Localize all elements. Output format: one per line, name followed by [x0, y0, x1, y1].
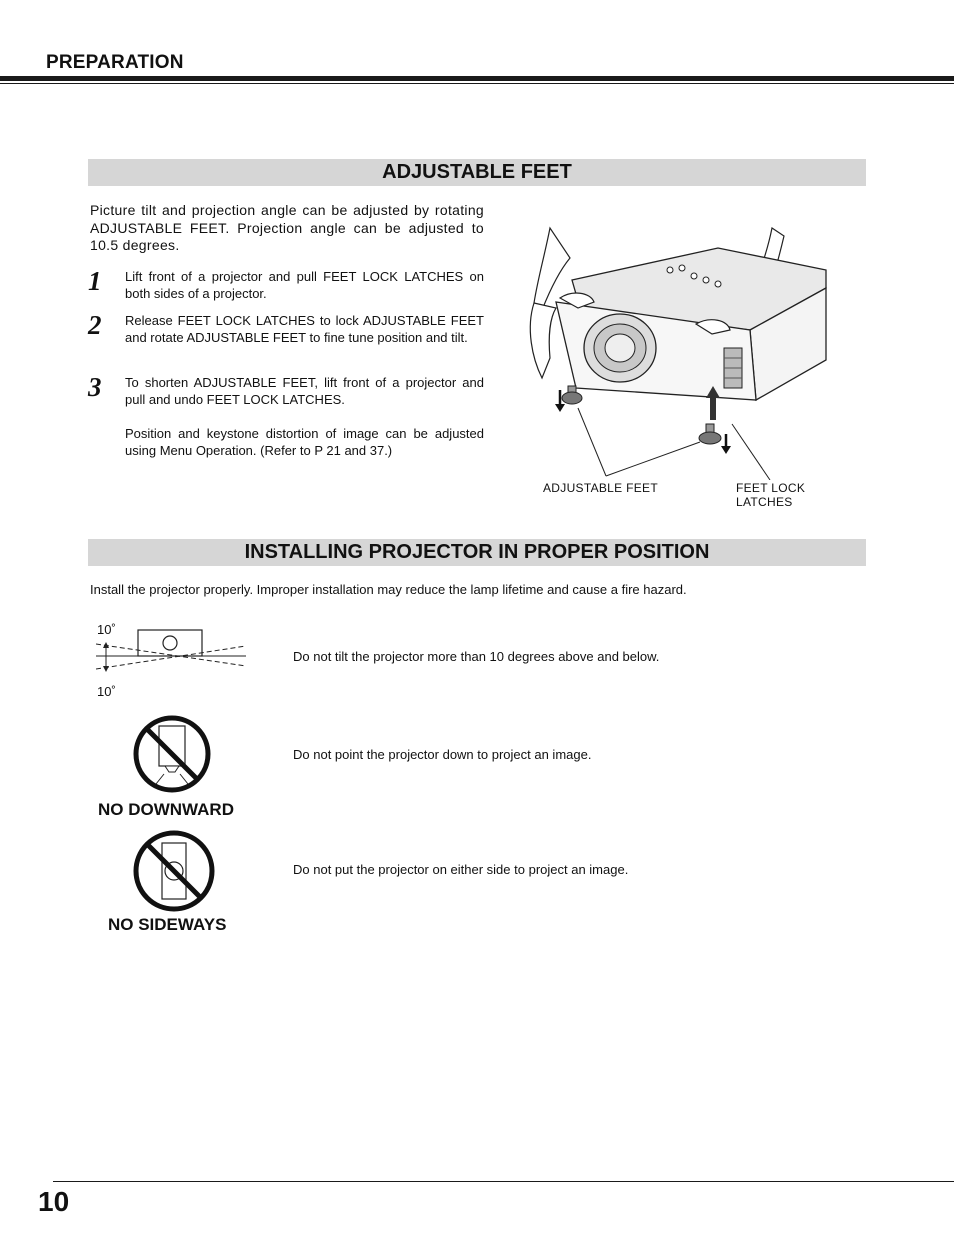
- no-downward-icon: [132, 714, 212, 794]
- header-rule-thin: [0, 83, 954, 84]
- step-text: To shorten ADJUSTABLE FEET, lift front of a projector and pull and undo FEET LOCK LATCHES.: [125, 375, 484, 407]
- adjustable-feet-intro: Picture tilt and projection angle can be adjusted by rotating ADJUSTABLE FEET. Projection angle can be adjusted to 10.5 degrees.: [90, 202, 484, 253]
- tilt-diagram: [96, 626, 246, 682]
- no-downward-label: NO DOWNWARD: [98, 800, 234, 819]
- no-sideways-label: NO SIDEWAYS: [108, 915, 227, 934]
- adjustable-feet-caption: ADJUSTABLE FEET: [543, 481, 658, 495]
- installing-heading: INSTALLING PROJECTOR IN PROPER POSITION: [88, 539, 866, 566]
- tilt-warning-text: Do not tilt the projector more than 10 degrees above and below.: [293, 649, 660, 664]
- projector-feet-illustration: [520, 218, 840, 480]
- menu-operation-note: Position and keystone distortion of image can be adjusted using Menu Operation. (Refer to P 21 and 37.): [125, 426, 484, 458]
- angle-top-label: 10˚: [97, 622, 116, 637]
- sideways-warning-text: Do not put the projector on either side to project an image.: [293, 862, 629, 877]
- step-number: 2: [88, 310, 102, 340]
- footer-rule: [53, 1181, 954, 1182]
- step-text: Release FEET LOCK LATCHES to lock ADJUSTABLE FEET and rotate ADJUSTABLE FEET to fine tune position and tilt.: [125, 313, 484, 345]
- adjustable-feet-heading: ADJUSTABLE FEET: [88, 159, 866, 186]
- header-rule: [0, 76, 954, 81]
- page-number: 10: [38, 1186, 70, 1217]
- downward-warning-text: Do not point the projector down to project an image.: [293, 747, 592, 762]
- feet-lock-caption-line2: LATCHES: [736, 495, 793, 509]
- step-number: 1: [88, 266, 102, 296]
- step-number: 3: [88, 372, 102, 402]
- step-text: Lift front of a projector and pull FEET LOCK LATCHES on both sides of a projector.: [125, 269, 484, 301]
- installing-intro: Install the projector properly. Improper installation may reduce the lamp lifetime and cause a fire hazard.: [90, 582, 687, 597]
- feet-lock-caption-line1: FEET LOCK: [736, 481, 806, 495]
- section-title: PREPARATION: [46, 52, 184, 73]
- no-sideways-icon: [132, 829, 216, 913]
- angle-bottom-label: 10˚: [97, 684, 116, 699]
